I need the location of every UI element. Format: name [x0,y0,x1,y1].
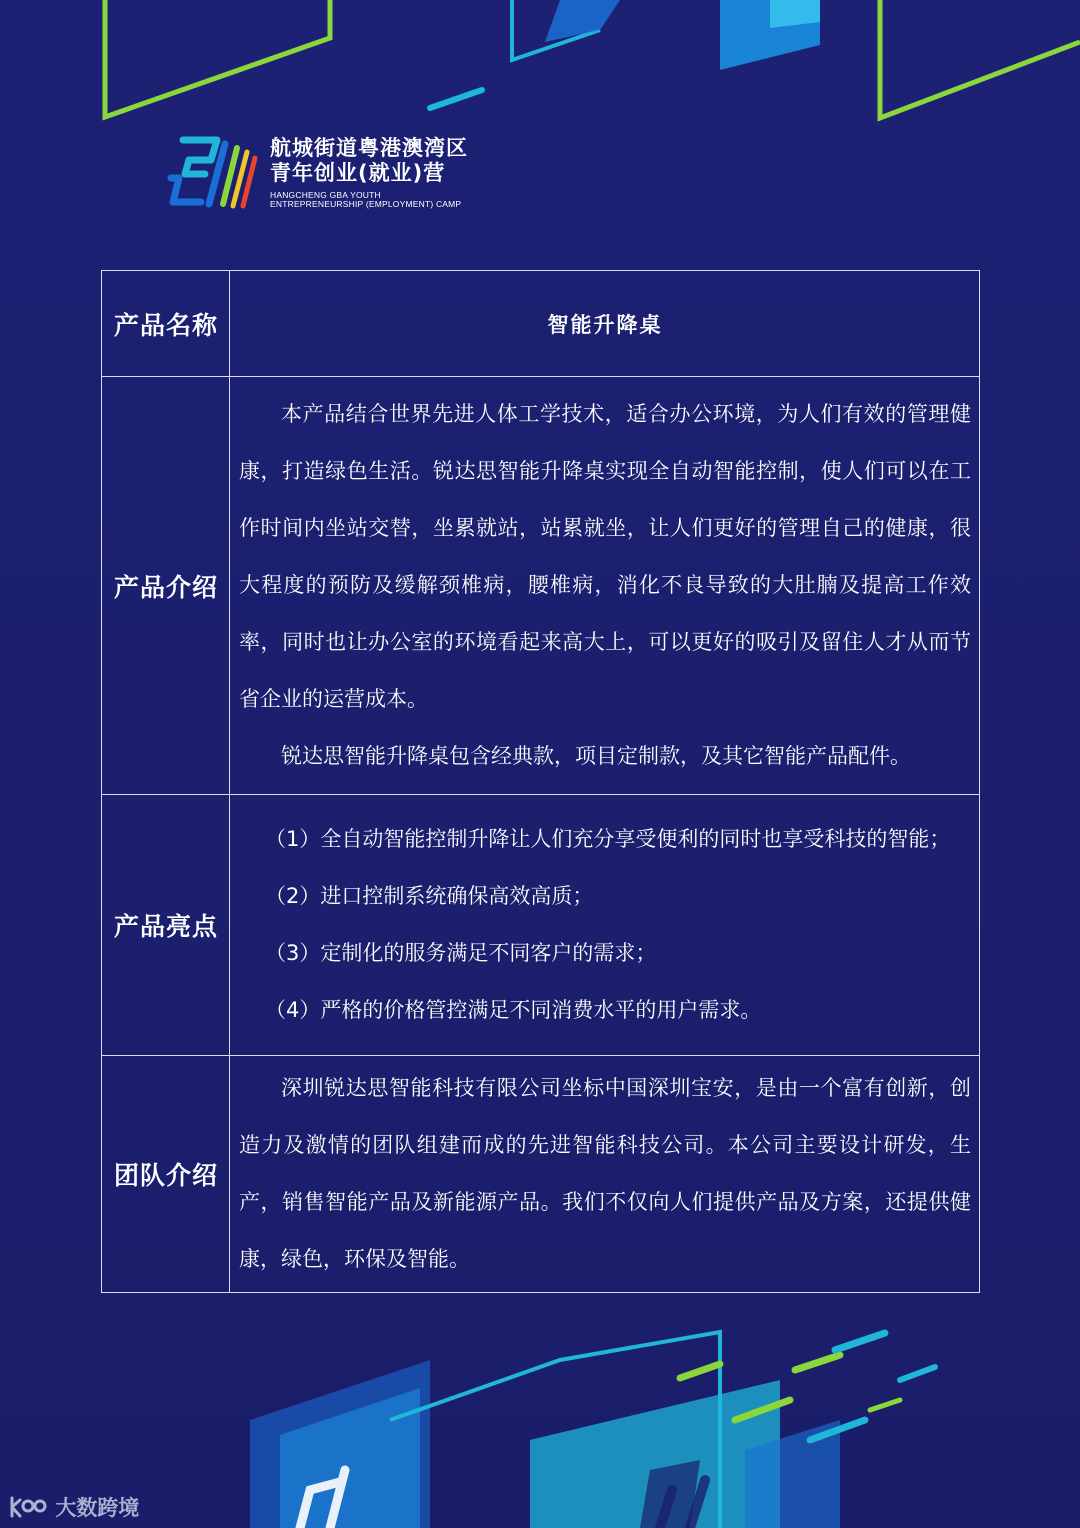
label-team-intro: 团队介绍 [102,1056,230,1293]
logo-english-line1: HANGCHENG GBA YOUTH [270,190,381,200]
highlight-item-2: （2）进口控制系统确保高效高质； [265,884,594,908]
bottom-decoration [0,1300,1080,1528]
label-product-intro: 产品介绍 [102,377,230,795]
camp-logo [165,134,485,214]
logo-english-line2: ENTREPRENEURSHIP (EMPLOYMENT) CAMP [270,199,462,209]
watermark-logo-icon [8,1494,48,1520]
product-highlights-cell [230,795,980,1056]
camp-logo-icon [165,134,261,210]
highlight-item-4: （4）严格的价格管控满足不同消费水平的用户需求。 [265,998,762,1022]
row-product-intro [102,377,980,795]
team-intro-paragraph: 深圳锐达思智能科技有限公司坐标中国深圳宝安，是由一个富有创新，创造力及激情的团队组建而成的先进智能科技公司。本公司主要设计研发，生产，销售智能产品及新能源产品。我们不仅向人们提供产品及方案，还提供健康，绿色，环保及智能。 [239,1076,971,1271]
product-name-value: 智能升降桌 [230,271,980,377]
product-intro-cell [230,377,980,795]
label-product-name: 产品名称 [102,271,230,377]
row-product-highlights [102,795,980,1056]
top-decoration [0,0,1080,260]
team-intro-cell [230,1056,980,1293]
row-product-name [102,271,980,377]
label-product-highlights: 产品亮点 [102,795,230,1056]
camp-logo-text [270,136,468,209]
watermark-text: 大数跨境 [55,1496,140,1520]
highlight-item-3: （3）定制化的服务满足不同客户的需求； [265,941,657,965]
intro-paragraph-2: 锐达思智能升降桌包含经典款，项目定制款，及其它智能产品配件。 [281,744,911,768]
highlight-item-1: （1）全自动智能控制升降让人们充分享受便利的同时也享受科技的智能； [265,827,951,851]
watermark [8,1492,139,1522]
logo-title-line1: 航城街道粤港澳湾区 [270,136,468,160]
row-team-intro [102,1056,980,1293]
logo-title-line2: 青年创业(就业)营 [270,161,446,185]
intro-paragraph-1: 本产品结合世界先进人体工学技术，适合办公环境，为人们有效的管理健康，打造绿色生活。锐达思智能升降桌实现全自动智能控制，使人们可以在工作时间内坐站交替，坐累就站，站累就坐，让人们更好的管理自己的健康，很大程度的预防及缓解颈椎病，腰椎病，消化不良导致的大肚腩及提高工作效率，同时也让办公室的环境看起来高大上，可以更好的吸引及留住人才从而节省企业的运营成本。 [239,402,971,711]
product-info-table [101,270,980,1293]
